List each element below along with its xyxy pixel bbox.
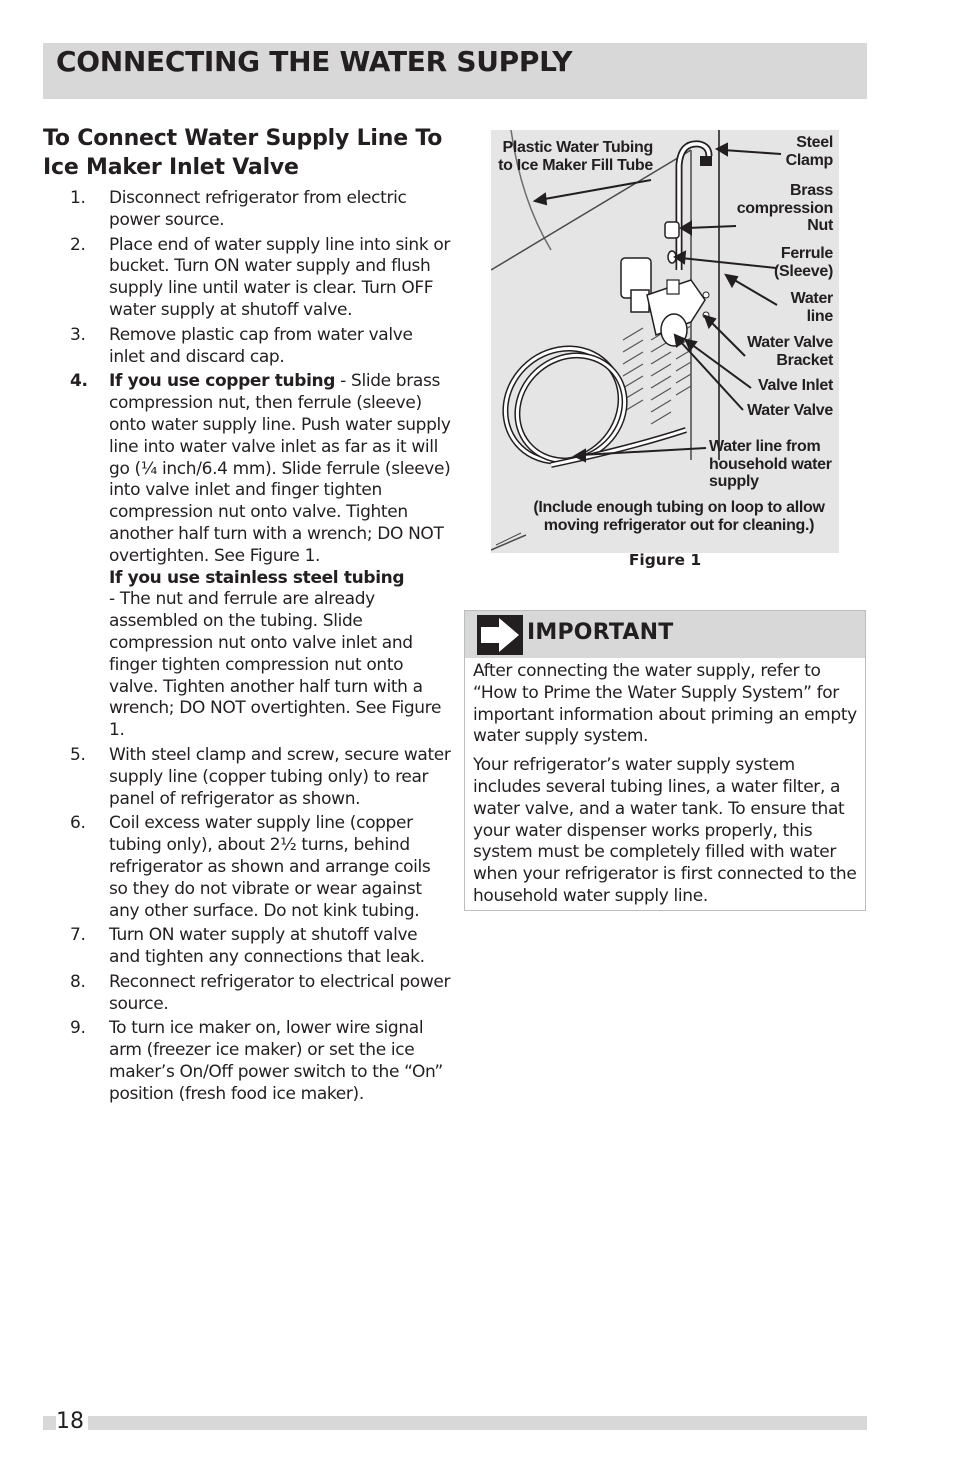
label-valve-bracket: Water Valve Bracket [747,334,833,369]
label-tubing-note: (Include enough tubing on loop to allow moving refrigerator out for cleaning.) [533,499,825,534]
step-text: Remove plastic cap from water valve inlet and discard cap. [109,324,413,367]
step-text: Turn ON water supply at shutoff valve and tighten any connections that leak. [109,925,425,968]
instructions-column [43,124,453,1109]
arrow-right-icon [477,615,523,655]
step-text: Disconnect refrigerator from electric power source. [109,188,407,230]
header-bar [43,43,867,99]
step-number: 7. [70,925,86,946]
important-body [465,658,865,908]
list-item [43,235,453,322]
step-text: Coil excess water supply line (copper tubing only), about 2½ turns, behind refrigerator as shown and arrange coils so they do not vibrate or wear against any other surface. Do not kink tubing. [109,813,431,921]
step-text: With steel clamp and screw, secure water supply line (copper tubing only) to rear panel of refrigerator as shown. [109,744,451,809]
step-text: Reconnect refrigerator to electrical power source. [109,971,451,1014]
figure-caption: Figure 1 [628,551,702,569]
step-number: 6. [70,813,86,834]
list-item [43,188,453,232]
step-text: To turn ice maker on, lower wire signal arm (freezer ice maker) or set the ice maker’s On/Off power switch to the “On” position (fresh food ice maker). [109,1018,443,1104]
copper-tubing-heading: If you use copper tubing [109,371,336,392]
step-number: 4. [70,371,88,392]
steps-list [43,188,453,1106]
important-header [465,611,865,658]
label-plastic-tubing: Plastic Water Tubing to Ice Maker Fill Tube [498,139,653,174]
label-water-line: Water line [790,290,833,325]
important-paragraph: Your refrigerator’s water supply system includes several tubing lines, a water filter, a water valve, and a water tank. To ensure that your water dispenser works properly, this system must be completely filled with water when your refrigerator is first connected to the household water supply line. [473,755,857,906]
label-household-line: Water line from household water supply [709,438,832,490]
label-water-valve: Water Valve [747,402,833,419]
list-item [43,745,453,810]
label-brass-nut: Brass compression Nut [736,182,833,234]
label-valve-inlet: Valve Inlet [758,377,833,394]
step-number: 2. [70,234,86,255]
step-number: 9. [70,1018,86,1039]
page-number: 18 [56,1408,88,1436]
label-steel-clamp: Steel Clamp [785,134,833,169]
list-item [43,925,453,969]
list-item [43,813,453,922]
step-number: 5. [70,744,86,765]
important-box [464,610,866,911]
section-heading-line2: Ice Maker Inlet Valve [43,155,299,180]
important-title: IMPORTANT [527,620,674,645]
section-heading-line1: To Connect Water Supply Line To [43,126,443,151]
water-valve-figure [491,130,839,553]
step-number: 1. [70,188,86,208]
list-item [43,972,453,1016]
step-text: - Slide brass compression nut, then ferrule (sleeve) onto water supply line. Push water supply line into water valve inlet as far as it will go (¼ inch/6.4 mm). Slide ferrule (sleeve) into valve inlet and finger tighten compression nut onto valve. Tighten another half turn with a wrench; DO NOT overtighten. See Figure 1. [109,371,451,566]
label-ferrule: Ferrule (Sleeve) [774,245,833,280]
step-text: Place end of water supply line into sink or bucket. Turn ON water supply and flush supply line until water is clear. Turn OFF water supply at shutoff valve. [109,234,451,320]
list-item [43,371,453,742]
footer-bar [43,1416,867,1430]
steel-tubing-heading: If you use stainless steel tubing [109,567,405,588]
list-item [43,1018,453,1105]
step-text: - The nut and ferrule are already assembled on the tubing. Slide compression nut onto valve inlet and finger tighten compression nut onto valve. Tighten another half turn with a wrench; DO NOT overtighten. See Figure 1. [109,589,442,741]
step-number: 8. [70,971,86,992]
page-title: CONNECTING THE WATER SUPPLY [56,45,573,78]
list-item [43,325,453,369]
important-paragraph: After connecting the water supply, refer to “How to Prime the Water Supply System” for important information about priming an empty water supply system. [473,661,857,747]
section-heading [43,124,453,182]
step-number: 3. [70,324,86,345]
